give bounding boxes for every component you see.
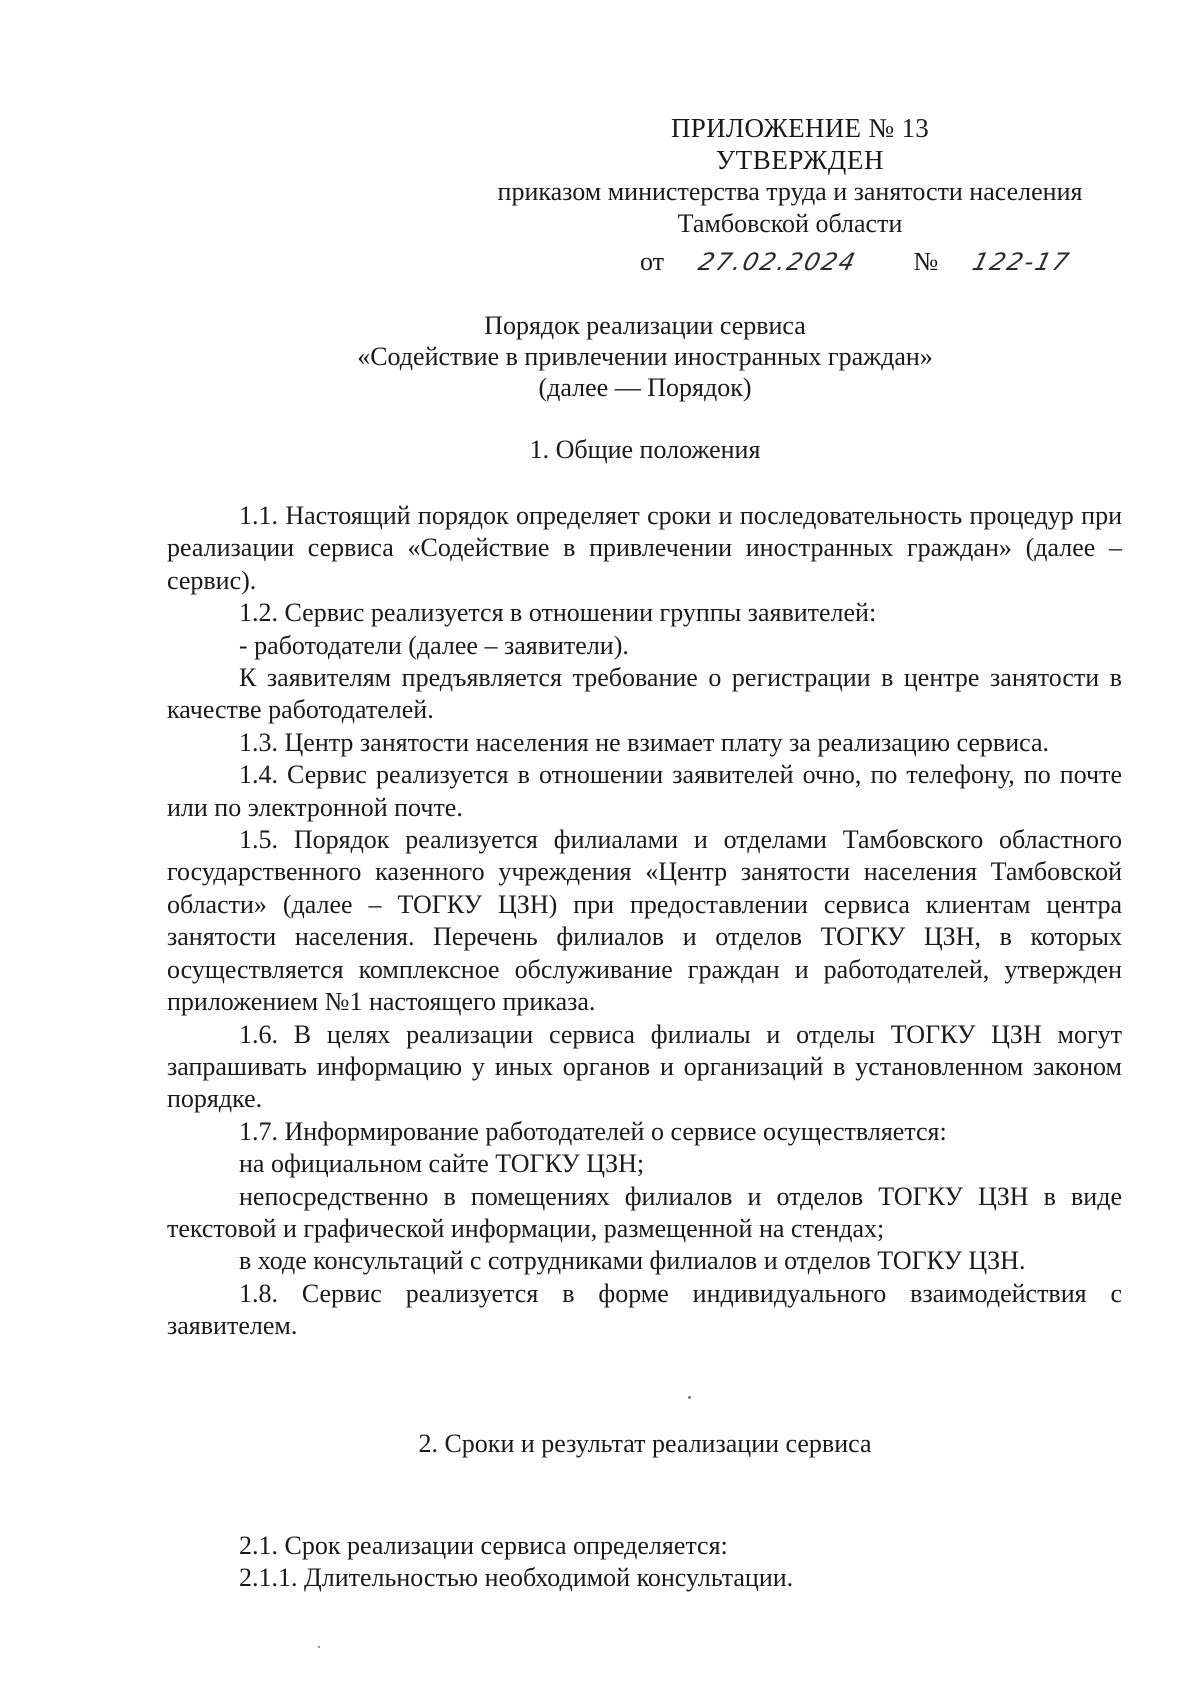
title-line-2: «Содействие в привлечении иностранных граждан» [357, 342, 933, 371]
paragraph-1-2: 1.2. Сервис реализуется в отношении группы заявителей: [239, 598, 877, 628]
paragraph-1-7-item-1: на официальном сайте ТОГКУ ЦЗН; [239, 1149, 645, 1179]
order-reference [640, 246, 1074, 278]
approval-authority-line: приказом министерства труда и занятости населения [497, 177, 1083, 206]
approval-region-line: Тамбовской области [677, 209, 903, 238]
order-number-handwritten: 122-17 [969, 248, 1074, 276]
paragraph-1-2-requirement: К заявителям предъявляется требование о регистрации в центре занятости в качестве работодателей. [167, 663, 1122, 725]
order-prefix: от [640, 247, 665, 276]
paragraph-1-6: 1.6. В целях реализации сервиса филиалы и отделы ТОГКУ ЦЗН могут запрашивать информацию у иных органов и организаций в установленном законом порядке. [167, 1019, 1122, 1114]
paragraph-1-5: 1.5. Порядок реализуется филиалами и отделами Тамбовского областного государственного казенного учреждения «Центр занятости населения Тамбовской области» (далее – ТОГКУ ЦЗН) при предоставлении сервиса клиентам центра занятости населения. Перечень филиалов и отделов ТОГКУ ЦЗН, в которых осуществляется комплексное обслуживание граждан и работодателей, утвержден приложением №1 настоящего приказа. [167, 825, 1122, 1017]
paragraph-2-1-1: 2.1.1. Длительностью необходимой консультации. [239, 1563, 794, 1593]
section-1-heading: 1. Общие положения [529, 435, 761, 464]
order-number-sign: № [913, 247, 939, 276]
paragraph-1-7: 1.7. Информирование работодателей о сервисе осуществляется: [239, 1116, 947, 1146]
section-2-heading: 2. Сроки и результат реализации сервиса [418, 1429, 872, 1458]
approval-header [440, 112, 1140, 240]
scan-speck [688, 1396, 691, 1399]
paragraph-1-2-item: - работодатели (далее – заявители). [239, 630, 629, 660]
appendix-number: ПРИЛОЖЕНИЕ № 13 [670, 113, 930, 143]
section-1-body [167, 500, 1122, 1343]
paragraph-1-7-item-2: непосредственно в помещениях филиалов и отделов ТОГКУ ЦЗН в виде текстовой и графической информации, размещенной на стендах; [167, 1181, 1122, 1243]
section-2-body [167, 1530, 1122, 1595]
paragraph-1-3: 1.3. Центр занятости населения не взимает плату за реализацию сервиса. [239, 727, 1050, 757]
order-date-handwritten: 27.02.2024 [695, 248, 860, 276]
title-line-3: (далее — Порядок) [538, 373, 752, 402]
title-line-1: Порядок реализации сервиса [484, 311, 806, 340]
document-title [160, 310, 1130, 403]
paragraph-1-7-item-3: в ходе консультаций с сотрудниками филиалов и отделов ТОГКУ ЦЗН. [239, 1246, 1026, 1276]
scan-speck [318, 1646, 320, 1648]
paragraph-1-4: 1.4. Сервис реализуется в отношении заявителей очно, по телефону, по почте или по электронной почте. [167, 760, 1122, 822]
paragraph-1-8: 1.8. Сервис реализуется в форме индивидуального взаимодействия с заявителем. [167, 1278, 1122, 1341]
approved-label: УТВЕРЖДЕН [715, 145, 885, 175]
paragraph-2-1: 2.1. Срок реализации сервиса определяется: [239, 1531, 728, 1560]
paragraph-1-1: 1.1. Настоящий порядок определяет сроки и последовательность процедур при реализации сервиса «Содействие в привлечении иностранных граждан» (далее – сервис). [167, 501, 1122, 595]
